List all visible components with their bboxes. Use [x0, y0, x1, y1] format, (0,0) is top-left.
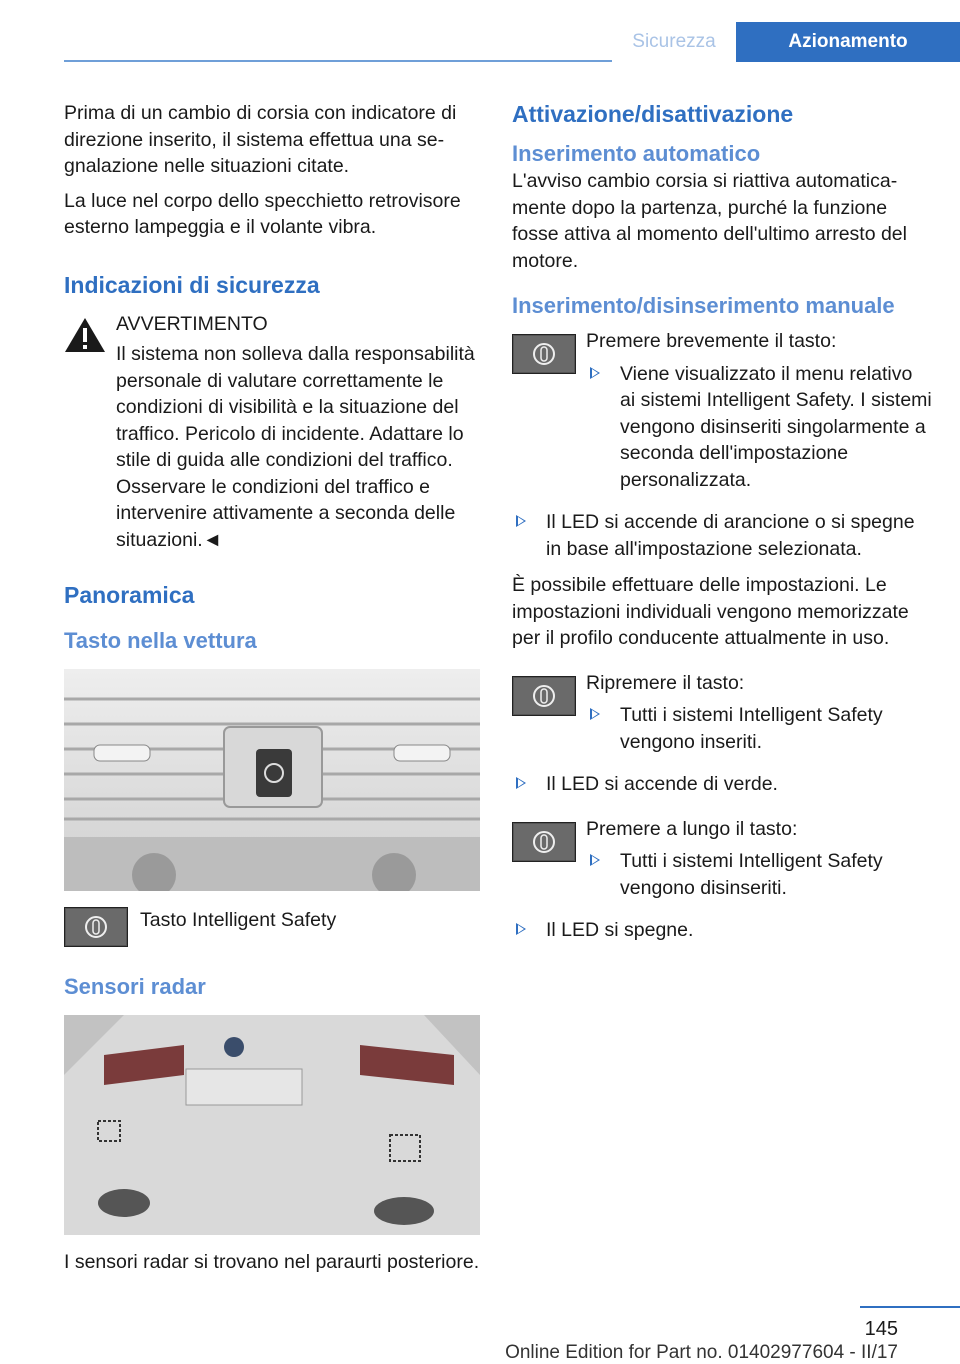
intelligent-safety-key-icon [512, 676, 576, 716]
manual-heading: Inserimento/disinserimento manuale [512, 293, 895, 318]
list-item: Viene visualizzato il menu relativo ai sistemi Intelligent Safety. I sistemi vengono disinseriti singolarmente a seconda dell'impostazione personalizzata. [586, 361, 932, 494]
settings-text: È possibile effettuare delle impostazioni. Le impostazioni individuali vengono memorizzate per il profilo conducente attualmente in uso. [512, 574, 909, 649]
tab-azionamento[interactable]: Azionamento [736, 22, 960, 62]
list-item: Tutti i sistemi Intelligent Safety vengono disinseriti. [586, 848, 932, 901]
intelligent-safety-key-icon [512, 334, 576, 374]
list-item: Il LED si spegne. [512, 917, 932, 944]
bullet-triangle-icon [590, 708, 600, 720]
footer-rule [860, 1306, 960, 1308]
warning-triangle-icon [64, 317, 106, 353]
button-caption: Tasto Intelligent Safety [140, 909, 337, 931]
dashboard-button-photo [64, 669, 480, 891]
left-column [64, 100, 482, 1284]
edition-note: Online Edition for Part no. 01402977604 - II/17 [505, 1342, 898, 1363]
list-item: Il LED si accende di arancione o si spegne in base all'impostazione selezionata. [512, 509, 932, 562]
step-long-press [512, 816, 932, 912]
bullet-triangle-icon [516, 777, 526, 789]
tab-sicurezza[interactable]: Sicurezza [612, 22, 736, 62]
intelligent-safety-key-icon [64, 907, 128, 947]
rear-bumper-radar-photo [64, 1015, 480, 1235]
auto-heading: Inserimento automatico [512, 141, 761, 166]
step-short-press [512, 328, 932, 503]
list-item: Tutti i sistemi Intelligent Safety vengono inseriti. [586, 702, 932, 755]
safety-heading: Indicazioni di sicurezza [64, 271, 320, 298]
bullet-triangle-icon [590, 367, 600, 379]
step2-label: Ripremere il tasto: [586, 671, 745, 694]
overview-heading: Panoramica [64, 582, 195, 608]
step3-label: Premere a lungo il tasto: [586, 817, 798, 840]
step-press-again [512, 670, 932, 766]
step1-label: Premere brevemente il tasto: [586, 330, 837, 352]
button-heading: Tasto nella vettura [64, 628, 257, 653]
bullet-triangle-icon [516, 923, 526, 935]
warning-title: AVVERTIMENTO [116, 312, 268, 335]
bullet-triangle-icon [590, 854, 600, 866]
page-number: 145 [864, 1318, 898, 1340]
list-item: Il LED si accende di verde. [512, 771, 932, 798]
bullet-triangle-icon [516, 515, 526, 527]
intelligent-safety-key-icon [512, 822, 576, 862]
radar-heading: Sensori radar [64, 974, 206, 999]
right-column [512, 100, 932, 954]
intro-paragraph-2: La luce nel corpo dello specchietto retrovisore esterno lampeggia e il volante vibra. [64, 189, 461, 238]
auto-text: L'avviso cambio corsia si riattiva automaticamente dopo la partenza, purché la funzione fosse attiva al momento dell'ultimo arresto del motore. [512, 170, 907, 272]
activation-heading: Attivazione/disattivazione [512, 101, 794, 127]
warning-block [64, 311, 482, 554]
warning-text: Il sistema non solleva dalla responsabilità personale di valutare correttamente le condizioni di visibilità e la situazione del traffico. Pericolo di incidente. Adattare lo stile di guida alle condizioni del traffico. Osservare le condizioni del traffico e intervenire attivamente a seconda delle situazioni.◄ [116, 343, 475, 551]
radar-text: I sensori radar si trovano nel paraurti posteriore. [64, 1251, 480, 1273]
intro-paragraph-1: Prima di un cambio di corsia con indicatore di direzione inserito, il sistema effettua una segnalazione nelle situazioni citate. [64, 102, 457, 177]
button-caption-row [64, 907, 482, 947]
